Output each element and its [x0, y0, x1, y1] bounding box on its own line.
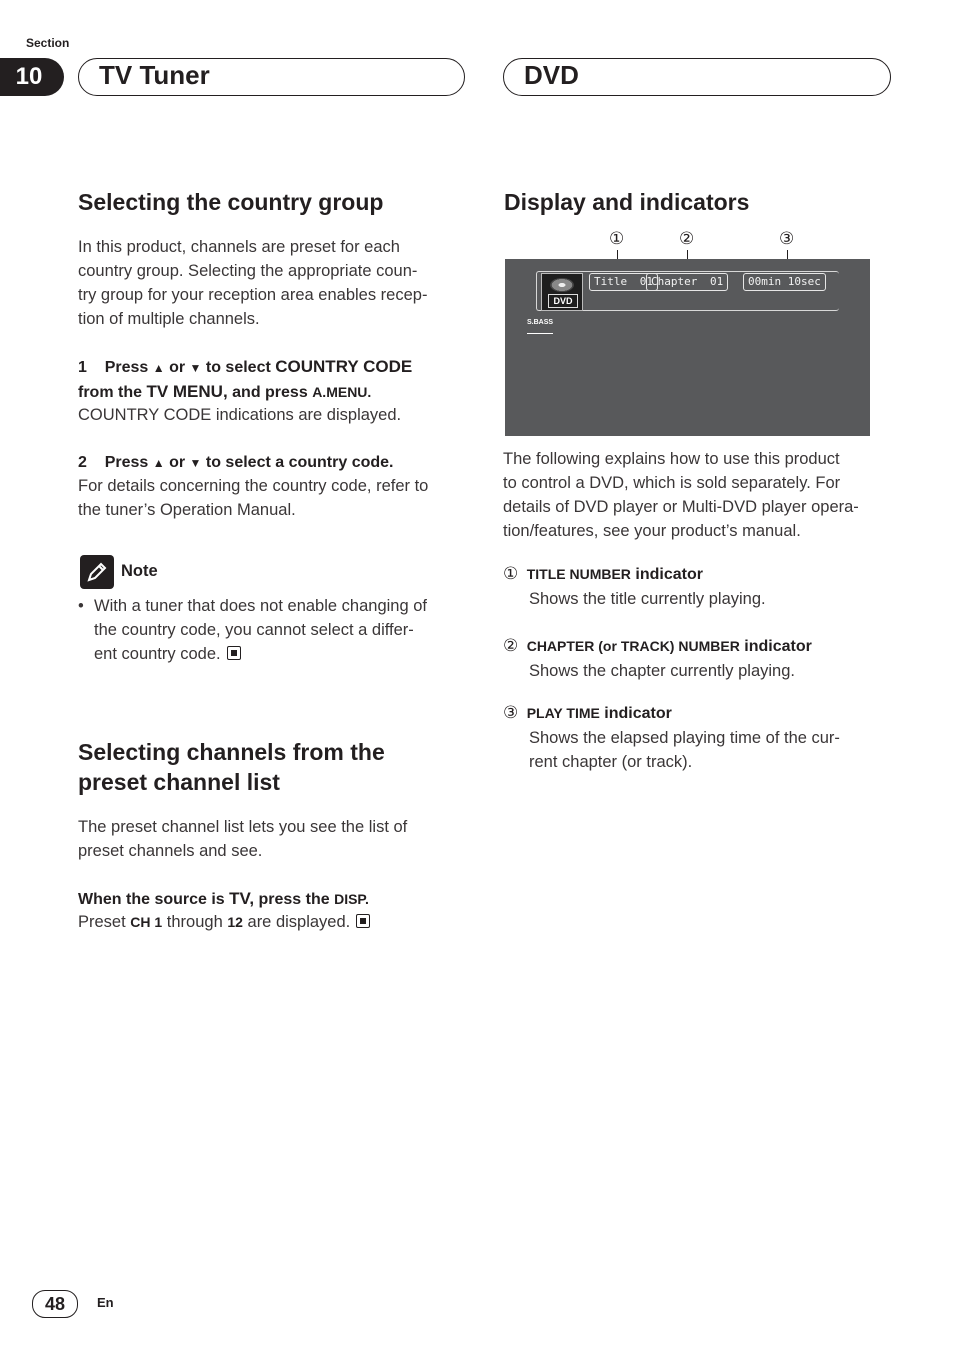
intro-line: country group. Selecting the appropriate coun- [78, 262, 418, 280]
dvd-header: DVD [503, 58, 891, 96]
down-arrow-icon: ▼ [189, 361, 202, 375]
result-line: the tuner’s Operation Manual. [78, 501, 296, 519]
section-number-tab: 10 [0, 58, 64, 96]
step-text: Press [104, 359, 149, 376]
country-group-heading: Selecting the country group [78, 189, 384, 215]
step-number: 2 [78, 454, 87, 471]
item-title-caps: PLAY TIME [526, 705, 600, 721]
step-text: or [169, 359, 186, 376]
item-description: Shows the title currently playing. [529, 590, 766, 608]
note-label: Note [121, 562, 158, 580]
intro-line: to control a DVD, which is sold separately. For [503, 474, 841, 492]
item-title-rest: indicator [744, 638, 812, 655]
chapter-number-indicator [646, 273, 728, 291]
result-line: For details concerning the country code, refer to [78, 477, 429, 495]
step-text: press the [258, 891, 330, 908]
step-text: or [169, 454, 186, 471]
ch12-term: 12 [227, 914, 243, 930]
intro-line: tion of multiple channels. [78, 310, 260, 328]
play-time-indicator: 00min 10sec [743, 273, 826, 291]
note-bullet [78, 594, 478, 666]
down-arrow-icon: ▼ [189, 456, 202, 470]
item-number: ① [503, 564, 519, 583]
a-menu-term: A.MENU. [312, 384, 372, 400]
country-code-term: COUNTRY CODE [275, 357, 413, 376]
tv-menu-term: TV MENU, [146, 382, 228, 401]
step-1-result: COUNTRY CODE indications are displayed. [78, 406, 402, 424]
ch1-term: CH 1 [130, 914, 163, 930]
result-text: are displayed. [247, 913, 351, 931]
up-arrow-icon: ▲ [152, 361, 165, 375]
result-text: Preset [78, 913, 126, 931]
intro-line: The preset channel list lets you see the list of [78, 818, 408, 836]
note-pencil-icon [80, 555, 114, 589]
item-number: ② [503, 636, 519, 655]
item-title-rest: indicator [635, 566, 703, 583]
item-description: Shows the elapsed playing time of the cur- [529, 729, 840, 747]
step-2-result [78, 474, 478, 522]
callout-3: ③ [779, 229, 795, 248]
display-indicators-heading: Display and indicators [504, 189, 750, 215]
step-text: When the source is [78, 891, 225, 908]
up-arrow-icon: ▲ [152, 456, 165, 470]
tv-tuner-header: TV Tuner [78, 58, 465, 96]
end-mark-icon [356, 914, 370, 928]
preset-intro [78, 815, 478, 863]
bullet-dot: • [78, 597, 84, 615]
dvd-disc-label: DVD [548, 294, 578, 308]
preset-instruction [78, 887, 369, 912]
end-mark-icon [227, 646, 241, 660]
item-title-caps: CHAPTER (or TRACK) NUMBER [526, 638, 740, 654]
title-pill-label: Title [594, 275, 628, 288]
tv-term: TV, [229, 889, 255, 908]
chapter-pill-value: 01 [709, 275, 724, 288]
step-text: Press [104, 454, 149, 471]
indicator-item-3 [503, 701, 903, 774]
disp-term: DISP. [334, 891, 369, 907]
step-text: from the [78, 384, 142, 401]
sbass-label: S.BASS [527, 319, 554, 326]
callout-2: ② [679, 229, 695, 248]
item-title-caps: TITLE NUMBER [526, 566, 631, 582]
step-text: to select [205, 359, 271, 376]
intro-line: preset channels and see. [78, 842, 263, 860]
dvd-intro [503, 447, 903, 543]
language-label: En [97, 1295, 114, 1310]
step-number: 1 [78, 359, 87, 376]
step-1 [78, 355, 478, 405]
item-description: Shows the chapter currently playing. [529, 662, 795, 680]
country-group-intro [78, 235, 468, 331]
callout-1: ① [609, 229, 625, 248]
step-2 [78, 451, 393, 475]
note-line: the country code, you cannot select a differ- [94, 621, 414, 639]
intro-line: In this product, channels are preset for each [78, 238, 400, 256]
intro-line: The following explains how to use this product [503, 450, 840, 468]
item-description: rent chapter (or track). [529, 753, 693, 771]
preset-heading [78, 737, 385, 797]
step-text: and press [232, 384, 308, 401]
note-line: ent country code. [94, 645, 221, 663]
disc-graphic [550, 278, 574, 292]
heading-line: preset channel list [78, 769, 280, 795]
dvd-disc-icon [541, 273, 583, 311]
step-text: to select a country code. [205, 454, 394, 471]
title-pill-value: 01 [639, 275, 653, 288]
note-line: With a tuner that does not enable changing of [94, 597, 427, 615]
intro-line: tion/features, see your product’s manual. [503, 522, 801, 540]
page-number: 48 [32, 1290, 78, 1318]
chapter-pill-label: Chapter [651, 275, 698, 288]
intro-line: try group for your reception area enables recep- [78, 286, 428, 304]
indicator-item-1 [503, 562, 903, 611]
heading-line: Selecting channels from the [78, 739, 385, 765]
item-number: ③ [503, 703, 519, 722]
result-text: through [166, 913, 223, 931]
sbass-level-icon [527, 328, 553, 334]
dvd-display-screen [505, 259, 870, 436]
indicator-item-2 [503, 634, 903, 683]
item-title-rest: indicator [604, 705, 672, 722]
section-label: Section [26, 36, 70, 50]
preset-result [78, 910, 370, 934]
intro-line: details of DVD player or Multi-DVD player opera- [503, 498, 859, 516]
